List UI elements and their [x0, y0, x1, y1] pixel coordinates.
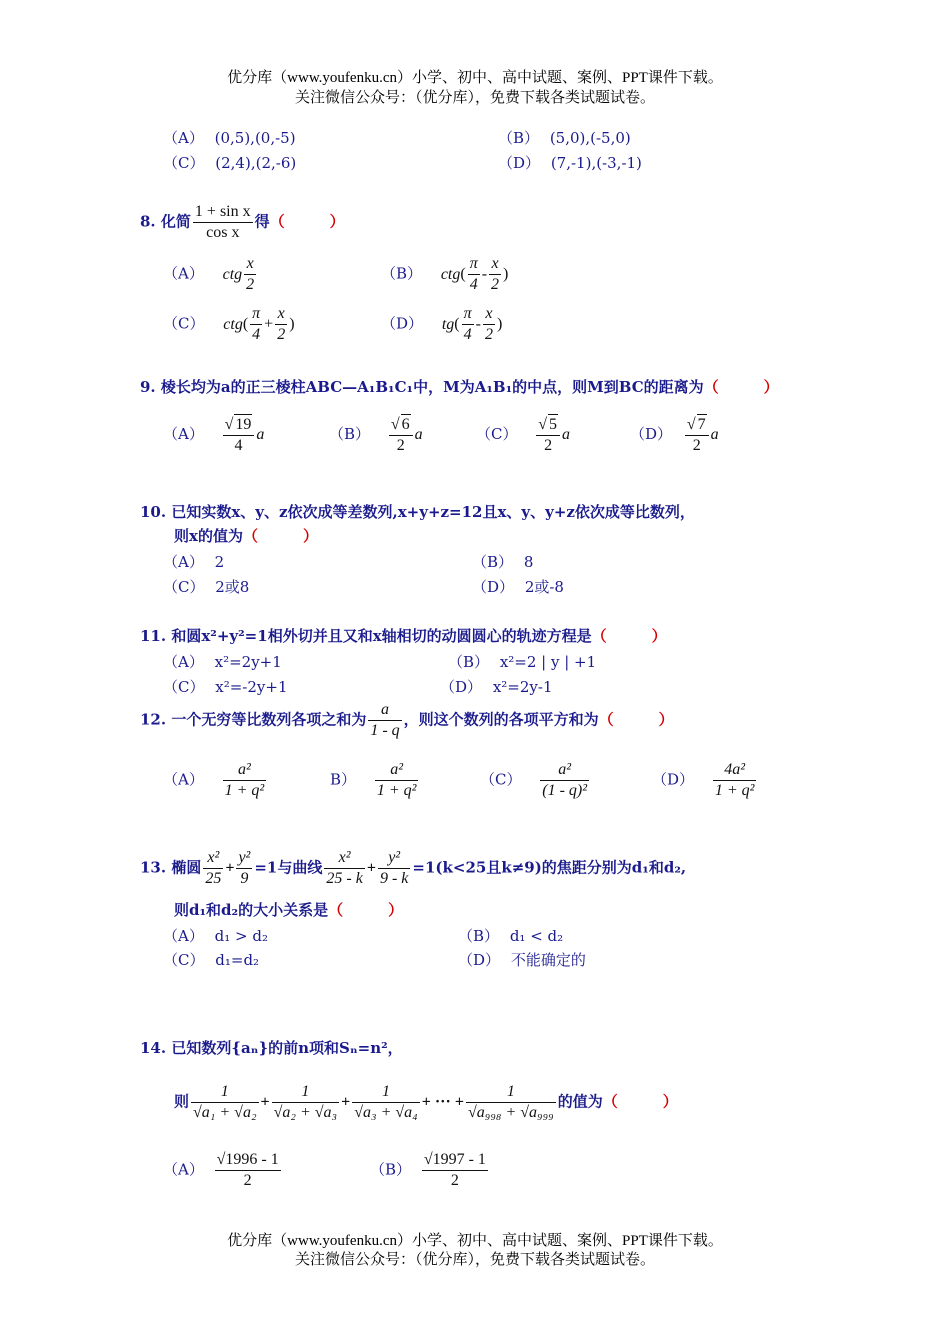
- q8-option-b: （B） ctg( $\frac{\pi}{4}$ - $\frac{x}{2}$ ): [381, 255, 509, 293]
- q10-option-c: （C） 2或8: [163, 578, 250, 596]
- q11-option-b: （B） x²=2 | y | +1: [448, 653, 597, 671]
- q7-option-a: （A） (0,5),(0,-5): [163, 129, 296, 147]
- q14-option-a: （A） $\frac{√1996 - 1}{2}$: [163, 1151, 279, 1189]
- q10-option-a: （A） 2: [163, 553, 225, 571]
- q12-option-c: （C） $\frac{\text{a²}}{\text{(1 - q)²}}$: [480, 761, 588, 799]
- q10-option-b: （B） 8: [472, 553, 534, 571]
- q10-option-d: （D） 2或-8: [472, 578, 564, 596]
- q8-option-a: （A） ctg $\frac{x}{2}$: [163, 255, 255, 293]
- footer-line-2: 关注微信公众号：（优分库），免费下载各类试题试卷。: [294, 1252, 655, 1268]
- question-9-stem: 9. 棱长均为a的正三棱柱ABC—A₁B₁C₁中，M为A₁B₁的中点，则M到BC的距离为（ ）: [140, 378, 779, 396]
- q13-option-d: （D） 不能确定的: [458, 951, 586, 969]
- question-13-stem-line-2: 则d₁和d₂的大小关系是（ ）: [174, 901, 404, 919]
- q9-option-c: （C） $\frac{√ 5}{2}$ a: [476, 416, 571, 454]
- q13-option-c: （C） d₁=d₂: [163, 951, 260, 969]
- q11-option-c: （C） x²=-2y+1: [163, 678, 288, 696]
- q13-option-a: （A） d₁ > d₂: [163, 927, 268, 945]
- q12-option-a: （A） $\frac{\text{a²}}{\text{1 + q²}}$: [163, 761, 265, 799]
- header-line-2: 关注微信公众号：（优分库），免费下载各类试题试卷。: [294, 90, 655, 106]
- q11-option-a: （A） x²=2y+1: [163, 653, 282, 671]
- q8-option-d: （D） tg( $\frac{\pi}{4}$ - $\frac{x}{2}$ ): [381, 305, 503, 343]
- question-14-stem-line-2: 则 $\frac{1}{\text{√a₁ + √a₂}}$ + $\frac{1}{\text{√a₂ + √a₃}}$ + $\frac{1}{\text{√a₃ + √a₄}}$ + ··· + $\frac{1}{\text{√a₉₉₈ + √a₉₉₉}}$ 的值为（ ）: [174, 1083, 678, 1121]
- q9-option-d: （D） $\frac{√ 7}{2}$ a: [630, 416, 719, 454]
- q12-option-b: B） $\frac{\text{a²}}{\text{1 + q²}}$: [330, 761, 417, 799]
- q14-option-b: （B） $\frac{√1997 - 1}{2}$: [370, 1151, 486, 1189]
- q8-option-c: （C） ctg( $\frac{\pi}{4}$ + $\frac{x}{2}$ ): [163, 305, 295, 343]
- q9-option-a: （A） $\frac{√ 19}{4}$ a: [163, 416, 265, 454]
- q7-option-b: （B） (5,0),(-5,0): [498, 129, 631, 147]
- footer-line-1: 优分库（www.youfenku.cn）小学、初中、高中试题、案例、PPT课件下载。: [227, 1233, 723, 1249]
- question-11-stem: 11. 和圆x²+y²=1相外切并且又和x轴相切的动圆圆心的轨迹方程是（ ）: [140, 627, 667, 645]
- q11-option-d: （D） x²=2y-1: [440, 678, 553, 696]
- question-14-stem-line-1: 14. 已知数列{aₙ}的前n项和Sₙ=n²，: [140, 1039, 403, 1057]
- q12-option-d: （D） $\frac{\text{4a²}}{\text{1 + q²}}$: [652, 761, 755, 799]
- header-line-1: 优分库（www.youfenku.cn）小学、初中、高中试题、案例、PPT课件下载。: [227, 70, 723, 86]
- question-13-stem-line-1: 13. 椭圆 $\frac{\text{x²}}{25}$ + $\frac{\text{y²}}{9}$ =1与曲线 $\frac{\text{x²}}{25 - k}$ + $\frac{\text{y²}}{9 - k}$ =1(k<25且k≠9)的焦距分别为d₁和d₂,: [140, 849, 687, 887]
- q7-option-d: （D） (7,-1),(-3,-1): [498, 154, 642, 172]
- q9-option-b: （B） $\frac{√ 6}{2}$ a: [329, 416, 423, 454]
- question-10-stem-line-2: 则x的值为（ ）: [174, 527, 318, 545]
- question-10-stem-line-1: 10. 已知实数x、y、z依次成等差数列,x+y+z=12且x、y、y+z依次成等比数列，: [140, 503, 695, 521]
- q13-option-b: （B） d₁ < d₂: [458, 927, 564, 945]
- question-12-stem: 12. 一个无穷等比数列各项之和为 $\frac{a}{1 - q}$ ，则这个数列的各项平方和为（ ）: [140, 701, 674, 739]
- q7-option-c: （C） (2,4),(2,-6): [163, 154, 297, 172]
- question-8-stem: 8. 化简 $\frac{\text{1 + sin x}}{\text{cos x}}$ 得（ ）: [140, 203, 345, 241]
